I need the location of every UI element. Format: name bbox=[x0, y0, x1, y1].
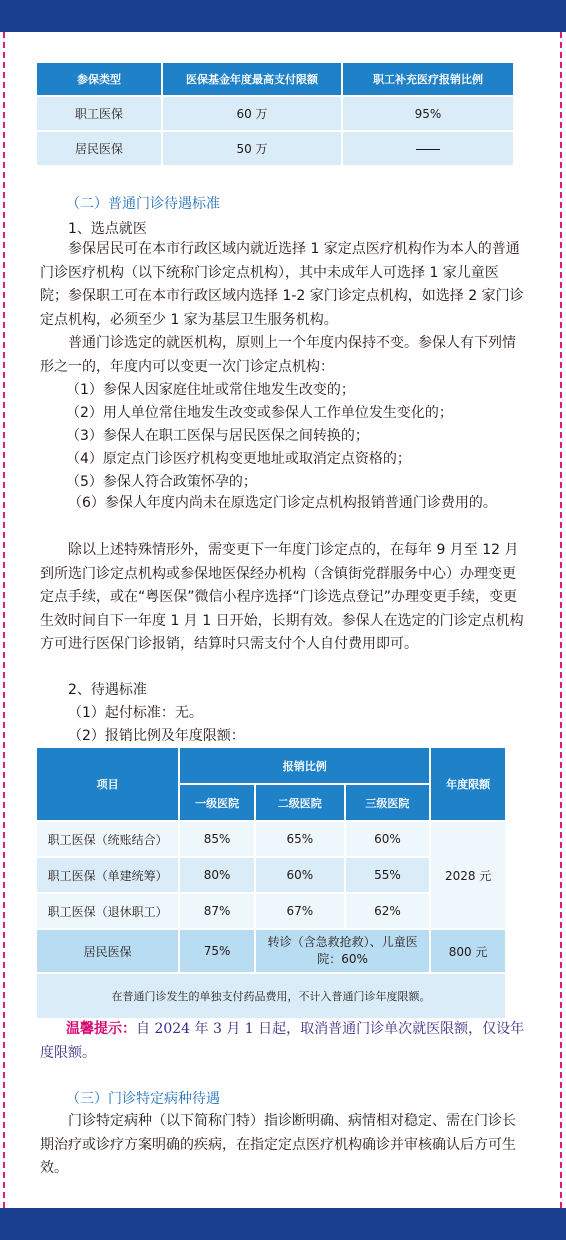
tip-text: 自 2024 年 3 月 1 日起，取消普通门诊单次就医限额，仅设年度限额。 bbox=[40, 1021, 525, 1061]
table-row bbox=[36, 96, 514, 131]
table-row bbox=[36, 821, 506, 857]
tip-label: 温馨提示： bbox=[66, 1021, 136, 1037]
header-insurance-type: 参保类型 bbox=[36, 62, 162, 96]
warm-tip bbox=[40, 1017, 530, 1065]
staff-annual-limit: 2028 元 bbox=[430, 821, 506, 929]
insurance-limit-table bbox=[35, 61, 515, 167]
header-annual-limit: 年度限额 bbox=[430, 747, 506, 821]
table-cell: 60% bbox=[255, 857, 345, 893]
header-level2-hospital: 二级医院 bbox=[255, 784, 345, 821]
table-cell bbox=[342, 131, 514, 166]
table-cell: 50 万 bbox=[162, 131, 342, 166]
header-ratio: 报销比例 bbox=[179, 747, 430, 784]
table-cell: 65% bbox=[255, 821, 345, 857]
table-cell: 居民医保 bbox=[36, 131, 162, 166]
deductible-line: （1）起付标准：无。 bbox=[68, 705, 203, 721]
header-level1-hospital: 一级医院 bbox=[179, 784, 255, 821]
paragraph-select-point: 参保居民可在本市行政区域内就近选择 1 家定点医疗机构作为本人的普通门诊医疗机构（以下统称门诊定点机构），其中未成年人可选择 1 家儿童医院；参保职工可在本市行政区域内选择 1-2 家门诊定点机构，如选择 2 家门诊定点机构，必须至少 1 家为基层卫生服务机构。 bbox=[40, 241, 524, 328]
row-label: 居民医保 bbox=[36, 929, 179, 973]
right-dashed-border bbox=[560, 32, 562, 1208]
table-cell: 75% bbox=[179, 929, 255, 973]
referral-cell: 转诊（含急救抢救）、儿童医院：60% bbox=[255, 929, 430, 973]
list-item: （6）参保人年度内尚未在原选定门诊定点机构报销普通门诊费用的。 bbox=[68, 495, 497, 511]
reimbursement-table bbox=[35, 746, 507, 1020]
paragraph-change-procedure: 除以上述特殊情形外，需变更下一年度门诊定点的，在每年 9 月至 12 月到所选门诊定点机构或参保地医保经办机构（含镇街党群服务中心）办理变更定点手续，或在“粤医保”微信小程序选择“门诊选点登记”办理变更手续，变更生效时间自下一年度 1 月 1 日开始，长期有效。参保人在选定的门诊定点机构方可进行医保门诊报销，结算时只需支付个人自付费用即可。 bbox=[40, 542, 524, 652]
table-cell: 职工医保 bbox=[36, 96, 162, 131]
list-item: （4）原定点门诊医疗机构变更地址或取消定点资格的； bbox=[66, 451, 411, 467]
table-cell: 67% bbox=[255, 893, 345, 929]
list-item: （3）参保人在职工医保与居民医保之间转换的； bbox=[66, 428, 369, 444]
dash-value bbox=[416, 149, 440, 150]
subheading-benefit-standard: 2、待遇标准 bbox=[68, 682, 147, 698]
list-item: （5）参保人符合政策怀孕的； bbox=[66, 474, 257, 490]
top-banner bbox=[0, 0, 566, 32]
header-supplementary-ratio: 职工补充医疗报销比例 bbox=[342, 62, 514, 96]
row-label: 职工医保（单建统筹） bbox=[36, 857, 179, 893]
table-cell: 55% bbox=[345, 857, 431, 893]
table-cell: 60 万 bbox=[162, 96, 342, 131]
row-label: 职工医保（统账结合） bbox=[36, 821, 179, 857]
header-item: 项目 bbox=[36, 747, 179, 821]
header-annual-limit: 医保基金年度最高支付限额 bbox=[162, 62, 342, 96]
subheading-select-point: 1、选点就医 bbox=[68, 221, 147, 237]
left-dashed-border bbox=[3, 32, 5, 1208]
table-cell: 80% bbox=[179, 857, 255, 893]
bottom-banner bbox=[0, 1208, 566, 1240]
row-label: 职工医保（退休职工） bbox=[36, 893, 179, 929]
table-cell: 87% bbox=[179, 893, 255, 929]
table-row bbox=[36, 131, 514, 166]
table-cell: 95% bbox=[342, 96, 514, 131]
resident-annual-limit: 800 元 bbox=[430, 929, 506, 973]
table-cell: 62% bbox=[345, 893, 431, 929]
header-level3-hospital: 三级医院 bbox=[345, 784, 431, 821]
ratio-limit-line: （2）报销比例及年度限额： bbox=[68, 728, 245, 744]
table-footnote: 在普通门诊发生的单独支付药品费用，不计入普通门诊年度限额。 bbox=[36, 973, 506, 1019]
list-item: （2）用人单位常住地发生改变或参保人工作单位发生变化的； bbox=[66, 405, 453, 421]
section-title-special-disease: （三）门诊特定病种待遇 bbox=[66, 1091, 220, 1107]
list-item: （1）参保人因家庭住址或常住地发生改变的； bbox=[66, 382, 355, 398]
paragraph-change-rule: 普通门诊选定的就医机构，原则上一个年度内保持不变。参保人有下列情形之一的，年度内可以变更一次门诊定点机构： bbox=[40, 335, 516, 375]
paragraph-special-disease: 门诊特定病种（以下简称门特）指诊断明确、病情相对稳定、需在门诊长期治疗或诊疗方案明确的疾病，在指定定点医疗机构确诊并审核确认后方可生效。 bbox=[40, 1113, 516, 1176]
table-row bbox=[36, 929, 506, 973]
section-title-outpatient: （二）普通门诊待遇标准 bbox=[66, 196, 220, 212]
table-cell: 85% bbox=[179, 821, 255, 857]
table-cell: 60% bbox=[345, 821, 431, 857]
